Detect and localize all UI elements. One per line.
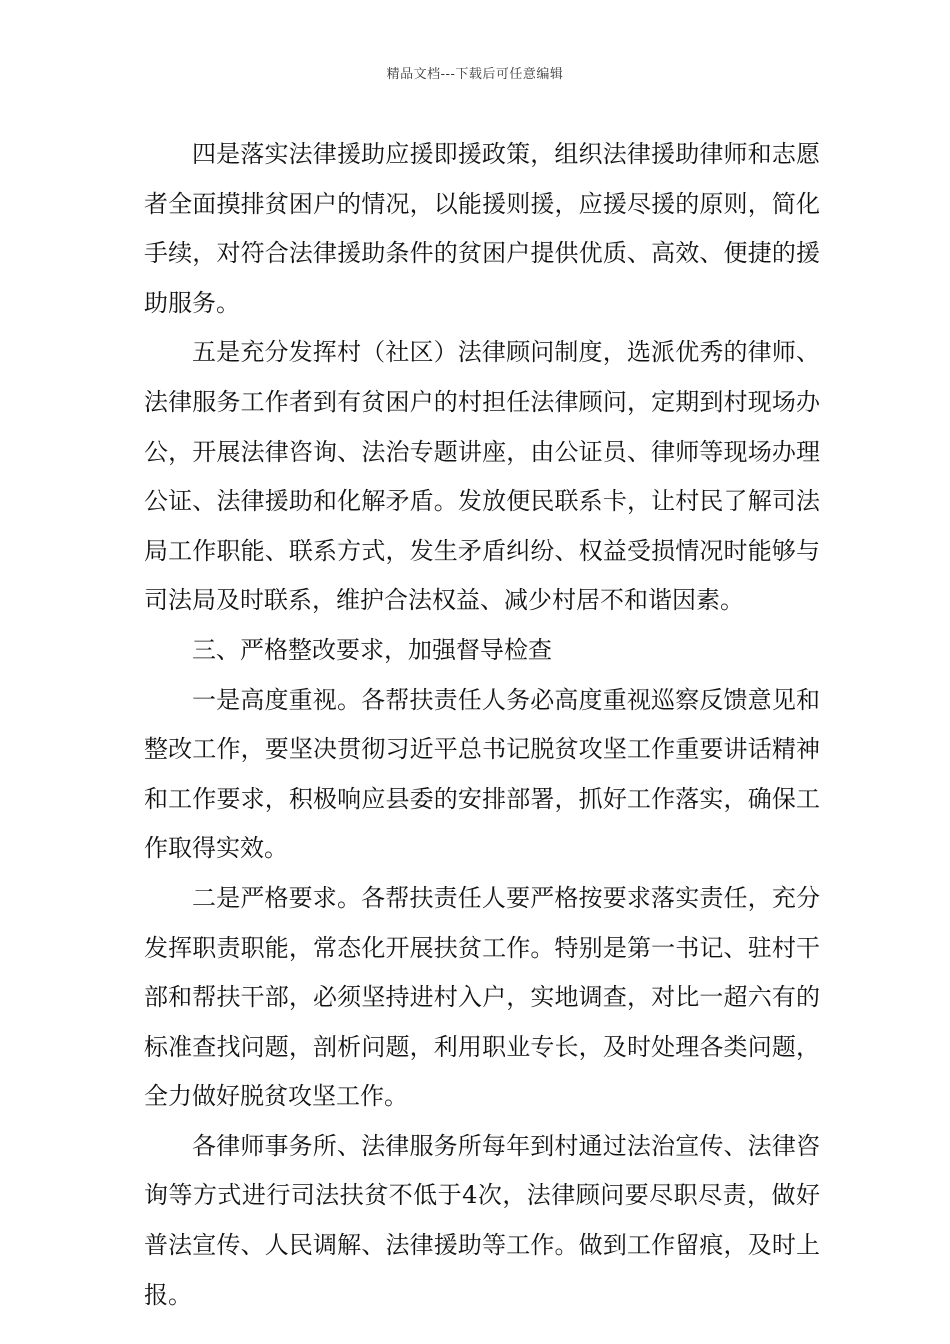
document-body <box>144 130 820 1320</box>
paragraph-law-firms: 各律师事务所、法律服务所每年到村通过法治宣传、法律咨询等方式进行司法扶贫不低于4次，法律顾问要尽职尽责，做好普法宣传、人民调解、法律援助等工作。做到工作留痕，及时上报。 <box>144 1131 820 1309</box>
paragraph-legal-aid: 四是落实法律援助应援即援政策，组织法律援助律师和志愿者全面摸排贫困户的情况，以能援则援，应援尽援的原则，简化手续，对符合法律援助条件的贫困户提供优质、高效、便捷的援助服务。 <box>144 140 820 317</box>
paragraph-high-attention: 一是高度重视。各帮扶责任人务必高度重视巡察反馈意见和整改工作，要坚决贯彻习近平总书记脱贫攻坚工作重要讲话精神和工作要求，积极响应县委的安排部署，抓好工作落实，确保工作取得实效。 <box>144 685 820 863</box>
section-heading-rectification: 三、严格整改要求，加强督导检查 <box>192 635 552 664</box>
paragraph-strict-requirements: 二是严格要求。各帮扶责任人要严格按要求落实责任，充分发挥职责职能，常态化开展扶贫工作。特别是第一书记、驻村干部和帮扶干部，必须坚持进村入户，实地调查，对比一超六有的标准查找问题，剖析问题，利用职业专长，及时处理各类问题，全力做好脱贫攻坚工作。 <box>144 883 820 1111</box>
page-header: 精品文档---下载后可任意编辑 <box>386 67 564 82</box>
paragraph-legal-advisor: 五是充分发挥村（社区）法律顾问制度，选派优秀的律师、法律服务工作者到有贫困户的村担任法律顾问，定期到村现场办公，开展法律咨询、法治专题讲座，由公证员、律师等现场办理公证、法律援助和化解矛盾。发放便民联系卡，让村民了解司法局工作职能、联系方式，发生矛盾纠纷、权益受损情况时能够与司法局及时联系，维护合法权益、减少村居不和谐因素。 <box>144 338 820 615</box>
